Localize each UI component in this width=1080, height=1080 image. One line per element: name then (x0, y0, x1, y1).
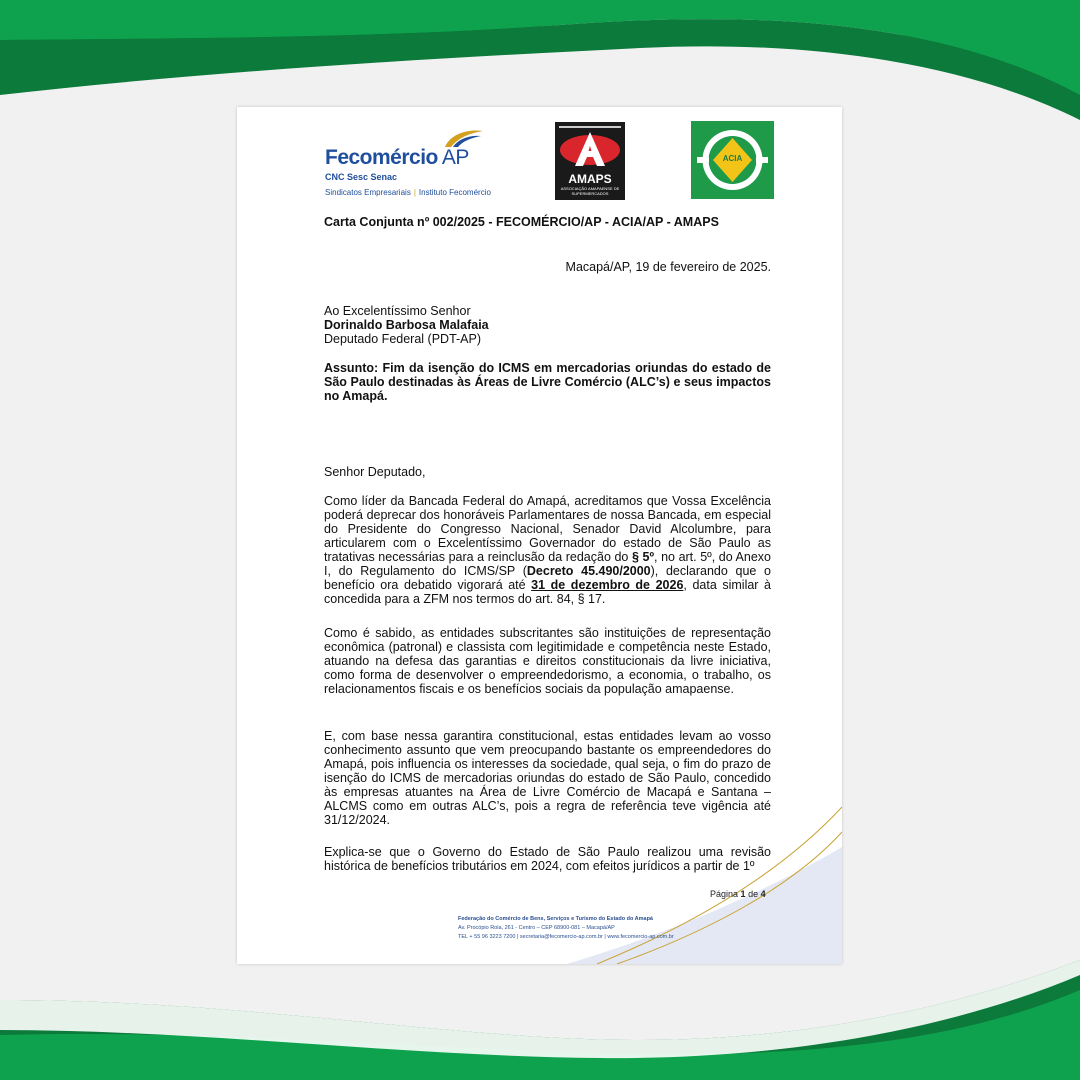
letter-footer (458, 915, 674, 942)
recipient-role: Deputado Federal (PDT-AP) (324, 332, 482, 346)
footer-address: Av. Procópio Rola, 261 - Centro – CEP 68900-081 – Macapá/AP (458, 925, 615, 931)
paragraph-1: Como líder da Bancada Federal do Amapá, acreditamos que Vossa Excelência poderá deprecar dos honoráveis Parlamentares de nossa Bancada, em especial do Presidente do Congresso Nacional, Senador David Alcolumbre, para articularem com o Excelentíssimo Governador do estado de São Paulo as tratativas necessárias para a reinclusão da redação do § 5º, no art. 5º, do Anexo I, do Regulamento do ICMS/SP (Decreto 45.490/2000), declarando que o benefício ora debatido vigorará até 31 de dezembro de 2026, data similar à concedida para a ZFM nos termos do art. 84, § 17. (324, 494, 772, 606)
letter-title: Carta Conjunta nº 002/2025 - FECOMÉRCIO/AP - ACIA/AP - AMAPS (324, 215, 719, 229)
acia-logo (691, 121, 774, 199)
recipient-block (324, 304, 489, 346)
letter-subject: Assunto: Fim da isenção do ICMS em mercadorias oriundas do estado de São Paulo destinadas às Áreas de Livre Comércio (ALC’s) e seus impactos no Amapá. (324, 361, 771, 403)
amaps-emblem-icon (555, 122, 625, 172)
amaps-name: AMAPS (568, 172, 612, 186)
recipient-name: Dorinaldo Barbosa Malafaia (324, 318, 489, 332)
paragraph-3: E, com base nessa garantira constitucional, estas entidades levam ao vosso conhecimento assunto que vem preocupando bastante os empreendedores do Amapá, pois influencia os interesses da sociedade, qual seja, o fim do prazo de isenção do ICMS de mercadorias oriundas do estado de São Paulo, concedido às empresas atuantes na Área de Livre Comércio de Macapá e Santana – ALCMS como em outras ALC’s, pois a regra de referência teve vigência até 31/12/2024. (324, 729, 771, 827)
paragraph-2: Como é sabido, as entidades subscritantes são instituições de representação econômica (patronal) e classista com legitimidade e competência neste Estado, atuando na defesa das garantias e direitos constitucionais da livre iniciativa, como forma de desenvolver o empreendedorismo, a economia, o trabalho, os relacionamentos fiscais e os benefícios sociais da população amapaense. (324, 626, 771, 696)
footer-organization: Federação do Comércio de Bens, Serviços e Turismo do Estado do Amapá (458, 916, 653, 922)
letter-greeting: Senhor Deputado, (324, 465, 426, 479)
letter-page (237, 107, 842, 964)
letter-date: Macapá/AP, 19 de fevereiro de 2025. (565, 260, 771, 274)
acia-name: ACIA (722, 154, 743, 163)
recipient-salutation: Ao Excelentíssimo Senhor (324, 304, 471, 318)
page-number: Página 1 de 4 (710, 889, 766, 899)
fecomercio-logo (325, 127, 515, 205)
fecomercio-subtitle: CNC Sesc Senac (325, 172, 398, 182)
footer-contact: TEL + 55 96 3223 7200 | secretaria@fecomercio-ap.com.br | www.fecomercio-ap.com.br (458, 934, 674, 940)
fecomercio-tagline: Sindicatos Empresariais | Instituto Fecomércio (325, 188, 491, 197)
amaps-logo (555, 122, 625, 200)
amaps-subtitle: ASSOCIAÇÃO AMAPAENSE DE SUPERMERCADOS (560, 186, 620, 196)
paragraph-4: Explica-se que o Governo do Estado de São Paulo realizou uma revisão histórica de benefícios tributários em 2024, com efeitos jurídicos a partir de 1º (324, 845, 771, 873)
fecomercio-name: Fecomércio AP (325, 146, 469, 169)
